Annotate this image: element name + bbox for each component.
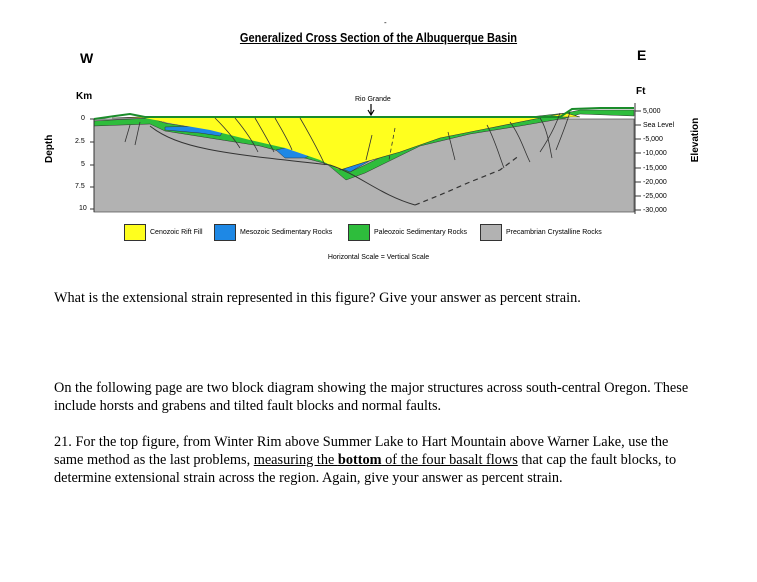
km-tick-label: 5 (81, 161, 85, 168)
legend-item (348, 222, 467, 242)
river-label: Rio Grande (355, 96, 391, 103)
scale-note: Horizontal Scale = Vertical Scale (327, 254, 430, 261)
legend-item (214, 222, 332, 242)
cross-section-figure (0, 0, 757, 270)
paragraph-oregon: On the following page are two block diagram showing the major structures across south-central Oregon. These include horsts and grabens and tilted fault blocks and normal faults. (54, 380, 689, 414)
km-tick-label: 10 (79, 205, 87, 212)
ft-tick-label: -20,000 (643, 179, 667, 186)
ft-tick-label: -5,000 (643, 136, 663, 143)
ft-tick-label: Sea Level (643, 122, 675, 129)
ground-surface (94, 108, 634, 119)
km-tick-label: 0 (81, 115, 85, 122)
legend-label: Cenozoic Rift Fill (150, 228, 203, 236)
km-unit-label: Km (76, 91, 93, 102)
west-label: W (80, 50, 94, 66)
question-21-part2: that cap the fault blocks, to determine extensional strain across the region. Again, give your answer as percent strain. (54, 452, 677, 486)
ft-tick-label: -15,000 (643, 165, 667, 172)
underline-bold-word: bottom (337, 452, 382, 468)
east-label: E (637, 47, 647, 63)
km-tick-label: 2.5 (75, 138, 85, 145)
legend-label: Paleozoic Sedimentary Rocks (374, 228, 467, 236)
question-1: What is the extensional strain represented in this figure? Give your answer as percent strain. (54, 290, 581, 306)
ft-tick-label: -25,000 (643, 193, 667, 200)
river-arrow (368, 104, 374, 115)
question-21 (54, 433, 694, 487)
ft-unit-label: Ft (636, 86, 646, 97)
legend-swatch (214, 224, 236, 241)
legend-label: Precambrian Crystalline Rocks (506, 228, 602, 236)
legend-label: Mesozoic Sedimentary Rocks (240, 228, 333, 236)
question-21-underlined (254, 452, 518, 468)
top-mark: - (384, 18, 387, 27)
elevation-axis-title: Elevation (690, 117, 701, 163)
legend-swatch (480, 224, 502, 241)
figure-title: Generalized Cross Section of the Albuquerque Basin (239, 30, 518, 45)
ft-tick-label: -10,000 (643, 150, 667, 157)
ft-tick-label: 5,000 (643, 108, 661, 115)
depth-axis-title: Depth (44, 134, 55, 163)
km-tick-label: 7.5 (75, 183, 85, 190)
legend-swatch (124, 224, 146, 241)
legend-item (124, 222, 203, 242)
underline-text-after: of the four basalt flows (381, 452, 518, 468)
legend-swatch (348, 224, 370, 241)
ft-tick-label: -30,000 (643, 207, 667, 214)
question-21-part1: 21. For the top figure, from Winter Rim above Summer Lake to Hart Mountain above Warner Lake, use the same method as the last problems, (54, 434, 669, 468)
underline-text-before: measuring the (253, 452, 338, 468)
legend-item (480, 222, 602, 242)
